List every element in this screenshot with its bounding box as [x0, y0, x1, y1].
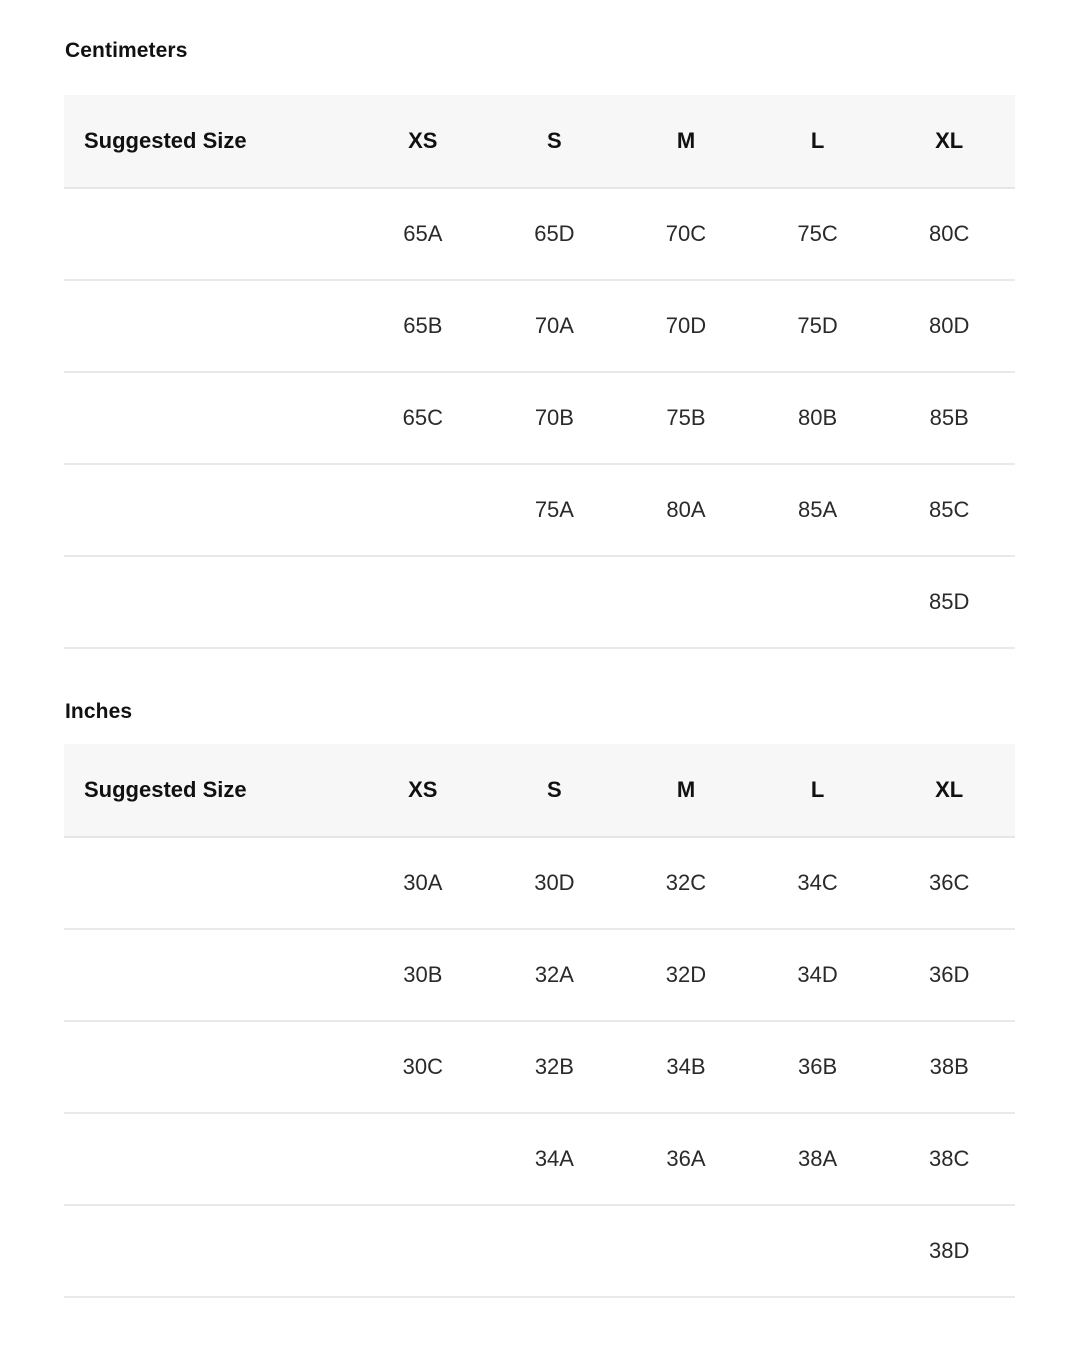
size-table-inches: [64, 744, 1015, 1298]
table-cell: 85C: [929, 497, 970, 522]
table-row: [64, 1113, 1015, 1205]
size-table-centimeters: [64, 95, 1015, 649]
table-cell-label: [64, 837, 357, 929]
table-row: [64, 929, 1015, 1021]
table-cell: [357, 1113, 489, 1205]
column-header-xl: XL: [935, 777, 964, 802]
table-row: [64, 188, 1015, 280]
table-cell: 32B: [534, 1054, 574, 1079]
column-header-xl: XL: [935, 128, 964, 153]
table-cell: 32A: [534, 962, 574, 987]
table-cell: 80B: [798, 405, 838, 430]
column-header-s: S: [547, 128, 562, 153]
table-cell: 34D: [797, 962, 838, 987]
table-cell: 32C: [665, 870, 707, 895]
column-header-m: M: [676, 128, 696, 153]
table-cell: 85A: [798, 497, 838, 522]
table-cell: [752, 556, 884, 648]
table-cell: [357, 464, 489, 556]
table-cell: 85B: [929, 405, 969, 430]
table-cell-label: [64, 1113, 357, 1205]
table-cell: 80D: [929, 313, 970, 338]
table-cell: [357, 1205, 489, 1297]
table-cell: 36C: [929, 870, 970, 895]
column-header-xs: XS: [408, 128, 438, 153]
column-header-l: L: [810, 777, 825, 802]
table-cell: 30A: [403, 870, 443, 895]
table-cell: 85D: [929, 589, 970, 614]
table-row: [64, 1205, 1015, 1297]
table-cell: [620, 556, 752, 648]
column-header-suggested-size: Suggested Size: [84, 777, 247, 802]
table-cell: 70D: [665, 313, 707, 338]
table-cell-label: [64, 1021, 357, 1113]
table-cell: [752, 1205, 884, 1297]
table-row: [64, 837, 1015, 929]
table-cell: 80C: [929, 221, 970, 246]
column-header-suggested-size: Suggested Size: [84, 128, 247, 153]
table-header-row: [64, 744, 1015, 837]
table-row: [64, 556, 1015, 648]
table-cell-label: [64, 372, 357, 464]
table-cell: 75D: [797, 313, 838, 338]
table-cell: 34B: [666, 1054, 706, 1079]
column-header-m: M: [676, 777, 696, 802]
table-cell: 36D: [929, 962, 970, 987]
table-cell-label: [64, 556, 357, 648]
table-cell: 75A: [534, 497, 574, 522]
table-cell: 32D: [665, 962, 707, 987]
table-row: [64, 1021, 1015, 1113]
table-row: [64, 280, 1015, 372]
column-header-l: L: [810, 128, 825, 153]
table-cell: 80A: [666, 497, 706, 522]
table-cell: 65D: [534, 221, 575, 246]
table-cell: 70B: [534, 405, 574, 430]
table-cell: 75B: [666, 405, 706, 430]
table-cell: 38C: [929, 1146, 970, 1171]
table-row: [64, 464, 1015, 556]
column-header-xs: XS: [408, 777, 438, 802]
table-header-row: [64, 95, 1015, 188]
table-cell-label: [64, 188, 357, 280]
table-cell: [357, 556, 489, 648]
table-cell: 34C: [797, 870, 838, 895]
table-cell-label: [64, 280, 357, 372]
table-cell: 65B: [403, 313, 443, 338]
table-cell: 36B: [798, 1054, 838, 1079]
table-cell: 75C: [797, 221, 838, 246]
table-cell-label: [64, 464, 357, 556]
table-cell-label: [64, 1205, 357, 1297]
table-cell: [489, 1205, 621, 1297]
section-title-inches: Inches: [65, 700, 133, 723]
table-row: [64, 372, 1015, 464]
table-cell: [489, 556, 621, 648]
table-cell-label: [64, 929, 357, 1021]
table-cell: 30C: [402, 1054, 443, 1079]
table-cell: 70A: [534, 313, 574, 338]
table-cell: 30B: [403, 962, 443, 987]
column-header-s: S: [547, 777, 562, 802]
table-cell: 38D: [929, 1238, 970, 1263]
section-title-centimeters: Centimeters: [65, 39, 188, 62]
table-cell: 65C: [402, 405, 443, 430]
table-cell: 65A: [403, 221, 443, 246]
table-cell: 34A: [534, 1146, 574, 1171]
table-cell: 36A: [666, 1146, 706, 1171]
table-cell: 38A: [798, 1146, 838, 1171]
table-cell: 38B: [929, 1054, 969, 1079]
table-cell: [620, 1205, 752, 1297]
table-cell: 70C: [665, 221, 707, 246]
table-cell: 30D: [534, 870, 575, 895]
